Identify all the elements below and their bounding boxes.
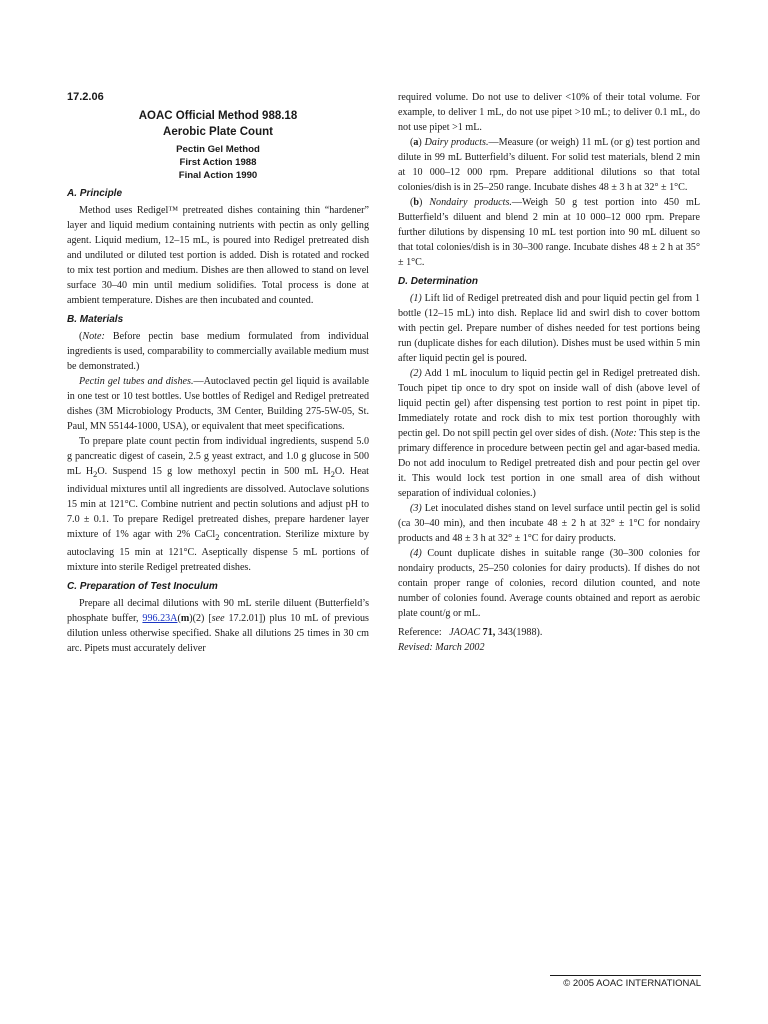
nondairy-paragraph: (b) Nondairy products.—Weigh 50 g test portion into 450 mL Butterfield’s diluent and blend 2 min at 10 000–12 000 rpm. Prepare further dilutions by dispensing 10 mL test portion into 90 mL diluent so that total colonies/dish is in 30–300 range. Incubate dishes 48 ± 2 h at 35° ± 1°C. bbox=[398, 197, 700, 268]
right-column bbox=[398, 90, 700, 655]
principle-paragraph: Method uses Redigel™ pretreated dishes containing thin “hardener” layer and liquid medium containing nutrients with pectin as only gelling agent. Liquid medium, 12–15 mL, is poured into Redigel pretreated dish and undiluted or diluted test portion is added. Dish is rotated and rocked to mix test portion and medium. Dishes are then allowed to stand on level surface 30–40 min until medium solidifies. Total process is done at ambient temperature. Dishes are then incubated and counted. bbox=[67, 205, 369, 306]
dairy-paragraph: (a) Dairy products.—Measure (or weigh) 11 mL (or g) test portion and dilute in 99 mL Butterfield’s diluent. For solid test materials, blend 2 min at 10 000–12 000 rpm. Prepare additional dilutions so that total colonies/dish is in 25–250 range. Incubate dishes 48 ± 3 h at 32° ± 1°C. bbox=[398, 137, 700, 193]
materials-heading: B. Materials bbox=[67, 314, 124, 325]
section-number: 17.2.06 bbox=[67, 91, 104, 103]
determination-heading: D. Determination bbox=[398, 276, 479, 287]
inoculum-heading: C. Preparation of Test Inoculum bbox=[67, 581, 218, 593]
copyright-footer: © 2005 AOAC INTERNATIONAL bbox=[550, 975, 701, 989]
final-action: Final Action 1990 bbox=[178, 170, 258, 181]
reference: Reference: JAOAC 71, 343(1988). bbox=[398, 627, 543, 638]
method-title: AOAC Official Method 988.18 bbox=[138, 110, 298, 122]
first-action: First Action 1988 bbox=[179, 157, 257, 168]
determination-step-2: (2) Add 1 mL inoculum to liquid pectin gel in Redigel pretreated dish. Touch pipet tip once to dry spot on inside wall of dish (above level of liquid pectin gel) after dispensing test portion to rest point in pipet tip. Immediately rotate and rock dish to mix test portion thoroughly with pectin gel. Do not spill pectin gel over sides of dish. (Note: This step is the primary difference in procedure between pectin gel and agar-based media. Do not add inoculum to Redigel pretreated dish and pour pectin gel over it. This would lock test portion in one small area of dish without separation of individual colonies.) bbox=[398, 368, 700, 499]
method-variant: Pectin Gel Method bbox=[176, 144, 260, 155]
principle-heading: A. Principle bbox=[67, 188, 123, 199]
determination-step-4: (4) Count duplicate dishes in suitable range (30–300 colonies for nondairy products, 25–250 colonies for dairy products). If dishes do not contain proper range of colonies, record dilution counted, and note number of colonies found. Average counts obtained and report as aerobic plate count/g or mL. bbox=[398, 548, 700, 619]
materials-tubes-paragraph: Pectin gel tubes and dishes.—Autoclaved pectin gel liquid is available in one test or 10 test bottles. Use bottles of Redigel and Redigel pretreated dishes (3M Microbiology Products, 3M Center, Building 275-5W-05, St. Paul, MN 55144-1000, USA), or equivalent that meet specifications. bbox=[67, 376, 369, 432]
determination-step-3: (3) Let inoculated dishes stand on level surface until pectin gel is solid (ca 30–40 min), and then incubate 48 ± 2 h at 32° ± 1°C for nondairy products and 48 ± 3 h at 32° ± 1°C for dairy products. bbox=[398, 503, 700, 544]
method-name: Aerobic Plate Count bbox=[163, 126, 273, 138]
materials-prep-paragraph: To prepare plate count pectin from individual ingredients, suspend 5.0 g pancreatic digest of casein, 2.5 g yeast extract, and 1.0 g glucose in 500 mL $H_2O$. Suspend 15 g low methoxyl pectin in 500 mL $H_2O$. Heat individual mixtures until all ingredients are dissolved. Autoclave solutions 15 min at 121°C. Combine nutrient and pectin solutions and adjust pH to 7.0 ± 0.1. To prepare Redigel pretreated dishes, prepare hardener layer mixture of 1% agar with 2% CaCl$_2$ concentration. Sterilize mixture by autoclaving 15 min at 121°C. Aseptically dispense 5 mL portions of mixture into sterile Redigel pretreated dishes. bbox=[67, 436, 370, 574]
materials-note: (Note: Before pectin base medium formulated from individual ingredients is used, comparability to commercially available medium must be demonstrated.) bbox=[67, 331, 369, 372]
method-link[interactable]: 996.23A bbox=[142, 613, 178, 625]
revised-date: Revised: March 2002 bbox=[398, 642, 485, 653]
inoculum-paragraph: Prepare all decimal dilutions with 90 mL sterile diluent (Butterfield’s phosphate buffer, 996.23A(m)(2) [see 17.2.01]) plus 10 mL of previous dilution unless otherwise specified. Shake all dilutions 25 times in 30 cm arc. Pipets must accurately deliver bbox=[67, 598, 369, 655]
inoculum-continuation: required volume. Do not use to deliver <10% of their total volume. For example, to deliver 1 mL, do not use pipet >10 mL; to deliver 0.1 mL, do not use pipet >1 mL. bbox=[398, 92, 700, 133]
determination-step-1: (1) Lift lid of Redigel pretreated dish and pour liquid pectin gel from 1 bottle (12–15 mL) into dish. Replace lid and swirl dish to cover bottom with pectin gel. Prepare number of dishes needed for test portions being run (duplicate dishes for each dilution). Dishes must be used within 5 min after liquid pectin gel is poured. bbox=[398, 293, 700, 364]
left-column bbox=[67, 90, 369, 656]
